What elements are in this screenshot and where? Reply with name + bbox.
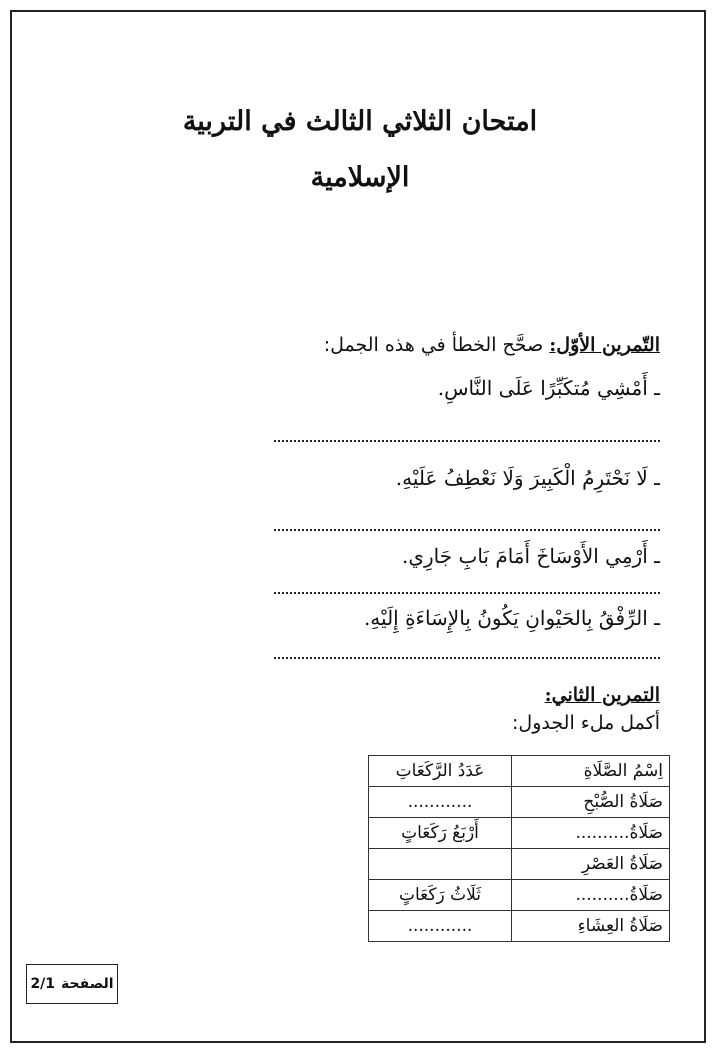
exercise2-instruction: أكمل ملء الجدول: (512, 712, 660, 734)
rakaat-cell[interactable]: ............ (369, 911, 512, 942)
sentence-3: ـ أَرْمِي الأَوْسَاخَ أَمَامَ بَابِ جَارِي. (402, 544, 660, 568)
rakaat-cell: أَرْبَعُ رَكَعَاتٍ (369, 818, 512, 849)
answer-line-3[interactable] (274, 592, 660, 594)
answer-line-4[interactable] (274, 657, 660, 659)
exercise2-heading-wrap (240, 684, 660, 706)
exam-title-line-2: الإسلامية (310, 162, 410, 193)
exercise2-heading: التمرين الثاني: (544, 684, 660, 706)
header-prayer-name: اِسْمُ الصَّلَاةِ (512, 756, 670, 787)
prayer-name-cell[interactable]: صَلَاةُ.......... (512, 880, 670, 911)
prayer-name-cell[interactable]: صَلَاةُ.......... (512, 818, 670, 849)
prayer-name-cell: صَلَاةُ العِشَاءِ (512, 911, 670, 942)
prayer-name-cell: صَلَاةُ العَصْرِ (512, 849, 670, 880)
table-row (369, 787, 670, 818)
table-row (369, 911, 670, 942)
exam-title-line-1: امتحان الثلاثي الثالث في التربية (182, 106, 538, 137)
rakaat-cell[interactable]: ............ (369, 787, 512, 818)
sentence-4: ـ الرِّفْقُ بِالحَيْوانِ يَكُونُ بِالإِسَاءَةِ إِلَيْهِ. (363, 606, 660, 630)
sentence-1: ـ أَمْشِي مُتكَبِّرًا عَلَى النَّاسِ. (437, 376, 660, 400)
rakaat-cell[interactable] (369, 849, 512, 880)
page-label: الصفحة (61, 976, 114, 992)
answer-line-2[interactable] (274, 529, 660, 531)
exercise1-instruction: صحَّح الخطأ في هذه الجمل: (323, 334, 550, 356)
exercise1-heading: التّمرين الأوّل: (549, 334, 660, 356)
prayers-table (368, 755, 670, 942)
answer-line-1[interactable] (274, 440, 660, 442)
prayer-name-cell: صَلَاةُ الصُّبْحِ (512, 787, 670, 818)
page-number-box (26, 964, 118, 1004)
sentence-2: ـ لَا نَحْتَرِمُ الْكَبِيرَ وَلَا نَعْطِفُ عَلَيْهِ. (395, 466, 660, 490)
header-rakaat-count: عَدَدُ الرَّكَعَاتِ (369, 756, 512, 787)
exercise1-header (240, 334, 660, 356)
page-number: 2/1 (30, 976, 56, 992)
rakaat-cell: ثَلَاثُ رَكَعَاتٍ (369, 880, 512, 911)
table-row (369, 880, 670, 911)
table-row (369, 818, 670, 849)
table-header-row (369, 756, 670, 787)
table-row (369, 849, 670, 880)
